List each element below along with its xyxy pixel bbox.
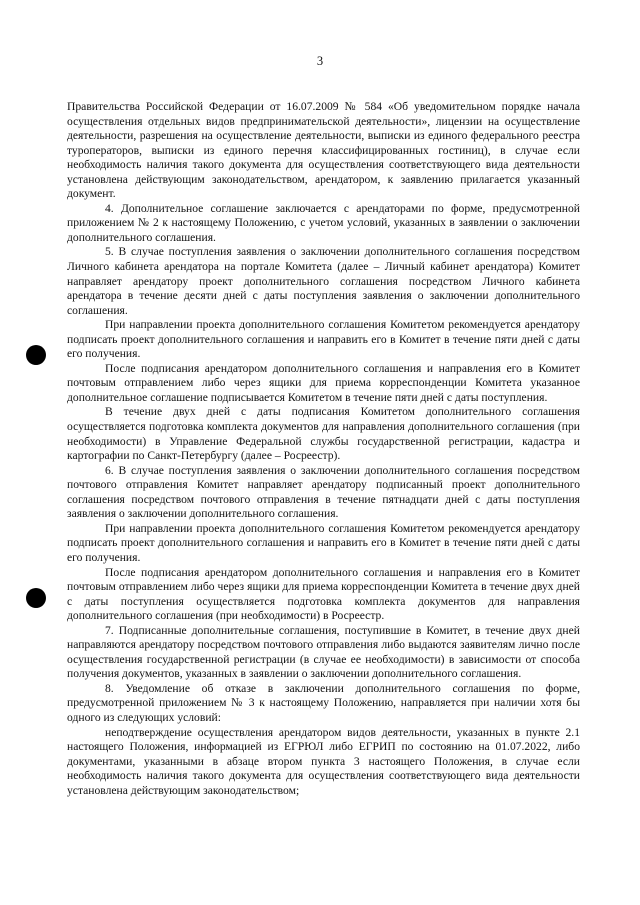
paragraph: При направлении проекта дополнительного соглашения Комитетом рекомендуется арендатору подписать проект дополнительного соглашения и направить его в Комитет в течение пяти дней с даты его получения.: [67, 318, 580, 361]
punch-hole: [26, 588, 46, 608]
paragraph: 8. Уведомление об отказе в заключении дополнительного соглашения по форме, предусмотренной приложением № 3 к настоящему Положению, направляется при наличии хотя бы одного из следующих условий:: [67, 681, 580, 724]
paragraph: После подписания арендатором дополнительного соглашения и направления его в Комитет почтовым отправлением либо через ящики для приема корреспонденции Комитета в течение двух дней с даты поступления осуществляется подготовка комплекта документов для направления дополнительного соглашения (при необходимости) в Росреестр.: [67, 565, 580, 623]
punch-hole: [26, 345, 46, 365]
page-number: 3: [316, 54, 324, 68]
paragraph: В течение двух дней с даты подписания Комитетом дополнительного соглашения осуществляется подготовка комплекта документов для направления дополнительного соглашения (при необходимости) в Управление Федеральной службы государственной регистрации, кадастра и картографии по Санкт-Петербургу (далее – Росреестр).: [67, 405, 580, 463]
paragraph: 5. В случае поступления заявления о заключении дополнительного соглашения посредством Личного кабинета арендатора на портале Комитета (далее – Личный кабинет арендатора) Комитет направляет арендатору проект дополнительного соглашения посредством Личного кабинета арендатора в течение десяти дней с даты поступления заявления о заключении дополнительного соглашения.: [67, 245, 580, 317]
paragraph: 4. Дополнительное соглашение заключается с арендаторами по форме, предусмотренной приложением № 2 к настоящему Положению, с учетом условий, указанных в заявлении о заключении дополнительного соглашения.: [67, 201, 580, 244]
paragraph: 6. В случае поступления заявления о заключении дополнительного соглашения посредством почтового отправления Комитет направляет арендатору подписанный проект дополнительного соглашения посредством почтового отправления в течение пятнадцати дней с даты поступления заявления о заключении дополнительного соглашения.: [67, 463, 580, 521]
document-body: [67, 100, 580, 798]
paragraph: При направлении проекта дополнительного соглашения Комитетом рекомендуется арендатору подписать проект дополнительного соглашения и направить его в Комитет в течение пяти дней с даты его получения.: [67, 521, 580, 564]
paragraph: Правительства Российской Федерации от 16.07.2009 № 584 «Об уведомительном порядке начала осуществления отдельных видов предпринимательской деятельности», лицензии на осуществление деятельности, разрешения на осуществление деятельности, выписки из единого федерального реестра туроператоров, выписки из единого перечня классифицированных гостиниц), в случае если необходимость наличия такого документа для осуществления соответствующего вида деятельности установлена действующим законодательством, арендатором, к заявлению прилагается указанный документ.: [67, 100, 580, 201]
paragraph: После подписания арендатором дополнительного соглашения и направления его в Комитет почтовым отправлением либо через ящики для приема корреспонденции Комитета указанное дополнительное соглашение подписывается Комитетом в течение пяти дней с даты поступления.: [67, 361, 580, 404]
paragraph: 7. Подписанные дополнительные соглашения, поступившие в Комитет, в течение двух дней направляются арендатору посредством почтового отправления либо выдаются заявителям лично после осуществления государственной регистрации (в случае ее необходимости) в зависимости от способа получения документов, указанных в заявлении о заключении дополнительного соглашения.: [67, 623, 580, 681]
paragraph: неподтверждение осуществления арендатором видов деятельности, указанных в пункте 2.1 настоящего Положения, информацией из ЕГРЮЛ либо ЕГРИП по состоянию на 01.07.2022, либо документами, указанными в абзаце втором пункта 3 настоящего Положения, в случае если необходимость наличия такого документа для осуществления соответствующего вида деятельности установлена действующим законодательством;: [67, 725, 580, 797]
